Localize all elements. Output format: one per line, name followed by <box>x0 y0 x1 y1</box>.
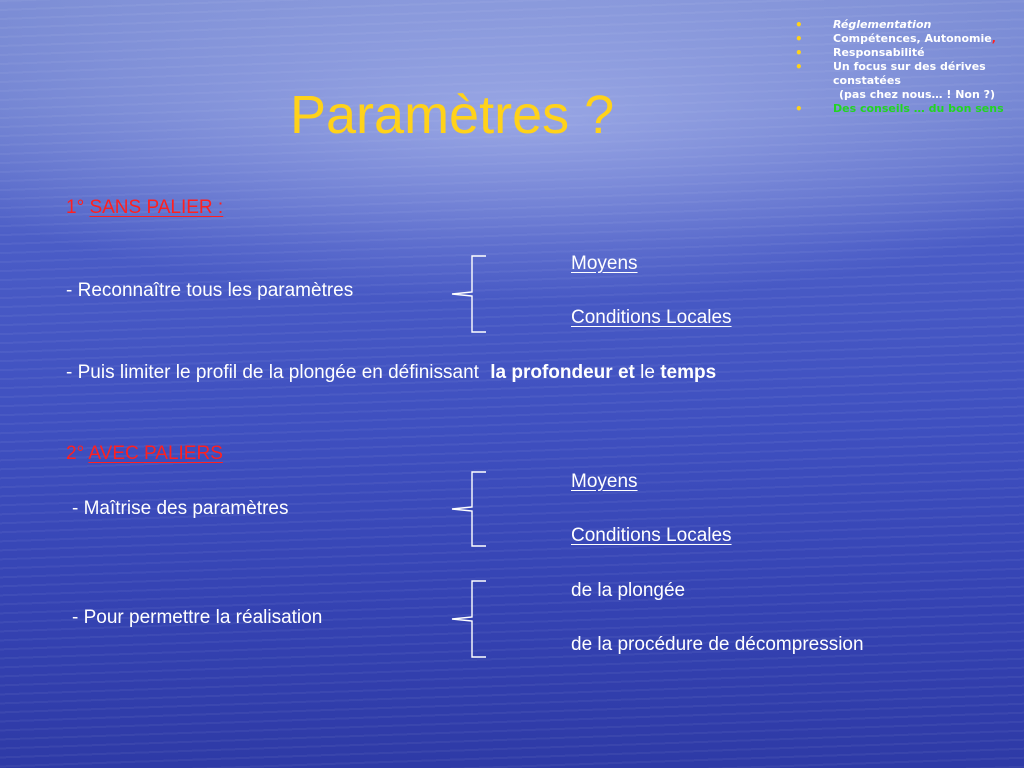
agenda-item <box>795 32 1017 46</box>
agenda-item <box>795 18 1017 32</box>
bullet-icon: • <box>795 60 803 75</box>
agenda-item-suffix: , <box>991 32 996 46</box>
agenda-item <box>795 102 1017 116</box>
section1-item2-mid: le <box>640 362 655 383</box>
brace-icon <box>450 254 490 334</box>
bullet-icon: • <box>795 102 803 117</box>
section1-number: 1° <box>66 197 85 218</box>
section2-item1: - Maîtrise des paramètres <box>72 498 289 519</box>
section1-item2-prefix: - Puis limiter le profil de la plongée en définissant <box>66 362 479 383</box>
agenda-list <box>795 18 1017 117</box>
section1-title: SANS PALIER : <box>89 197 224 218</box>
section2-option-decompression: de la procédure de décompression <box>571 634 864 655</box>
brace-icon <box>450 470 490 548</box>
bullet-icon: • <box>795 46 803 61</box>
section2-option-moyens: Moyens <box>571 471 638 492</box>
agenda-item-label: Des conseils … du bon sens <box>833 102 1004 116</box>
section2-option-conditions: Conditions Locales <box>571 525 732 546</box>
section1-option-conditions: Conditions Locales <box>571 307 732 328</box>
section1-item2 <box>66 363 716 382</box>
section1-heading <box>66 198 223 217</box>
section2-option-dive: de la plongée <box>571 580 686 601</box>
agenda-item-label: Réglementation <box>833 18 932 31</box>
agenda-item-label: Compétences, Autonomie <box>833 32 992 46</box>
bullet-icon: • <box>795 32 803 47</box>
agenda-item-label: Responsabilité <box>833 46 925 60</box>
agenda-item <box>795 46 1017 60</box>
section2-heading <box>66 444 223 463</box>
section2-item2: - Pour permettre la réalisation <box>72 607 323 628</box>
agenda-item-note: (pas chez nous… ! Non ?) <box>839 88 996 102</box>
section1-option-moyens: Moyens <box>571 253 638 274</box>
section1-item1: - Reconnaître tous les paramètres <box>66 280 354 301</box>
section2-title: AVEC PALIERS <box>88 443 223 464</box>
section2-number: 2° <box>66 443 85 464</box>
agenda-item <box>795 60 1017 102</box>
section1-item2-time: temps <box>660 362 717 383</box>
slide-title: Paramètres ? <box>290 85 615 145</box>
brace-icon <box>450 579 490 659</box>
section1-item2-depth: la profondeur et <box>490 362 635 383</box>
bullet-icon: • <box>795 18 803 32</box>
agenda-item-label: Un focus sur des dérives constatées <box>833 60 986 88</box>
